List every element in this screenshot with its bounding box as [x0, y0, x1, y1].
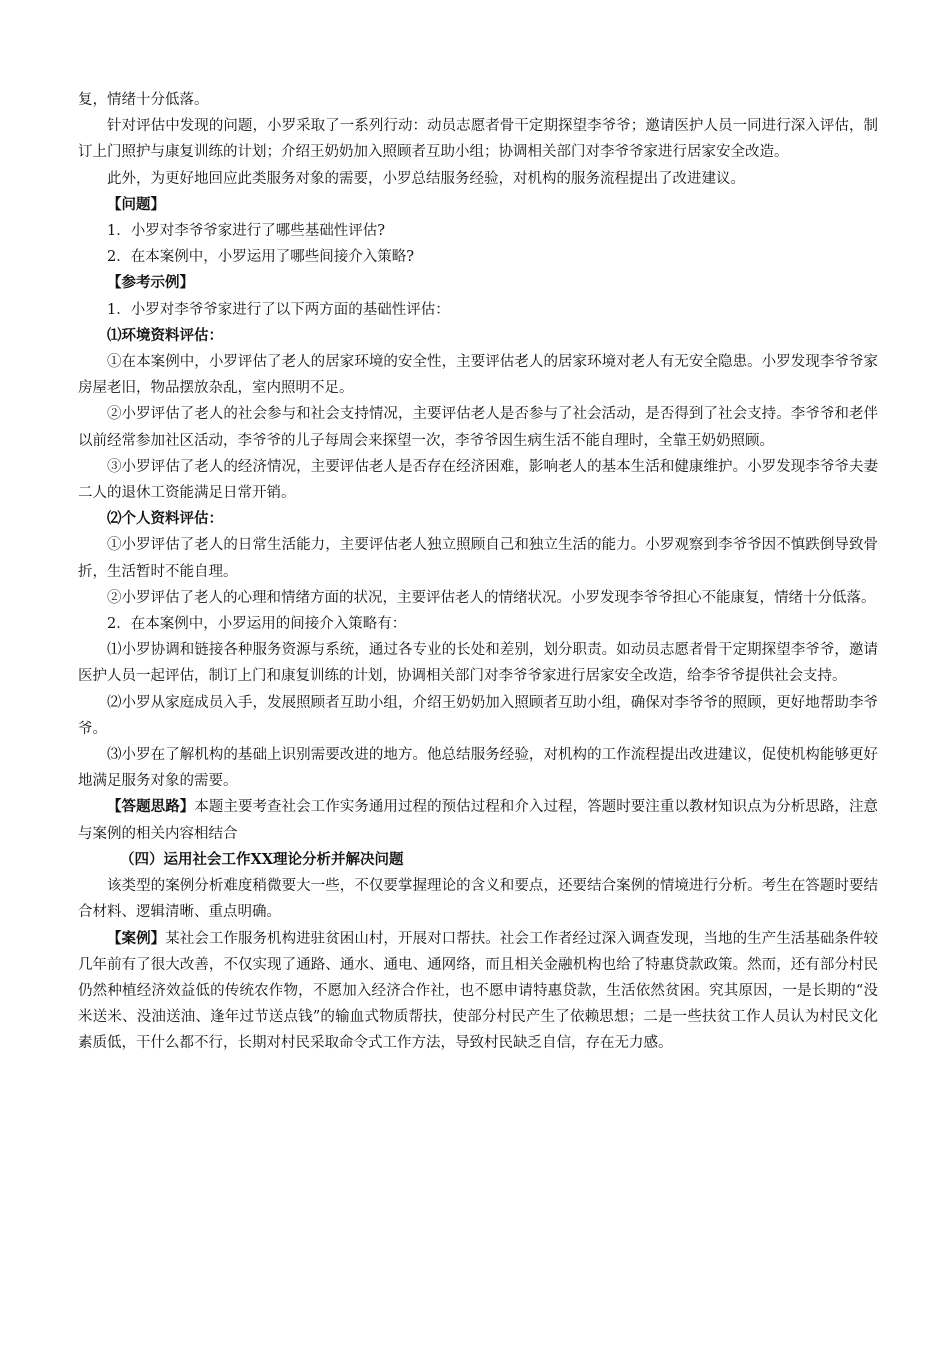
question-1: 1．小罗对李爷爷家进行了哪些基础性评估?: [107, 223, 385, 240]
answer-1-item-3: ③小罗评估了老人的经济情况，主要评估老人是否存在经济困难，影响老人的基本生活和健康维护。小罗发现李爷爷夫妻二人的退休工资能满足日常开销。: [78, 458, 878, 502]
answer-2-item-3: ⑶小罗在了解机构的基础上识别需要改进的地方。他总结服务经验，对机构的工作流程提出改进建议，促使机构能够更好地满足服务对象的需要。: [78, 747, 878, 790]
case-text: 某社会工作服务机构进驻贫困山村，开展对口帮扶。社会工作者经过深入调查发现，当地的生产生活基础条件较几年前有了很大改善，不仅实现了通路、通水、通电、通网络，而且相关金融机构也给了特惠贷款政策。然而，还有部分村民仍然种植经济效益低的传统农作物，不愿加入经济合作社，也不愿申请特惠贷款，生活依然贫困。究其原因，一是长期的“没米送米、没油送油、逢年过节送点钱”的输血式物质帮扶，使部分村民产生了依赖思想；二是一些扶贫工作人员认为村民文化素质低，干什么都不行，长期对村民采取命令式工作方法，导致村民缺乏自信，存在无力感。: [78, 930, 879, 1052]
case-paragraph: [78, 926, 878, 1057]
question-2: 2．在本案例中，小罗运用了哪些间接介入策略?: [107, 249, 414, 266]
document-body: [78, 87, 878, 1057]
answer-idea-paragraph: [78, 794, 878, 846]
paragraph-suggestion: 此外，为更好地回应此类服务对象的需要，小罗总结服务经验，对机构的服务流程提出了改进建议。: [107, 170, 745, 187]
answer-1-item-1: ①在本案例中，小罗评估了老人的居家环境的安全性，主要评估老人的居家环境对老人有无安全隐患。小罗发现李爷爷家房屋老旧，物品摆放杂乱，室内照明不足。: [78, 354, 878, 397]
answer-2-item-1: ⑴小罗协调和链接各种服务资源与系统，通过各专业的长处和差别，划分职责。如动员志愿者骨干定期探望李爷爷，邀请医护人员一起评估，制订上门和康复训练的计划，协调相关部门对李爷爷家进行居家安全改造，给李爷爷提供社会支持。: [78, 642, 878, 685]
answer-2: 2．在本案例中，小罗运用的间接介入策略有：: [107, 616, 407, 633]
case-label: 【案例】: [107, 929, 166, 947]
answer-2-item-2: ⑵小罗从家庭成员入手，发展照顾者互助小组，介绍王奶奶加入照顾者互助小组，确保对李爷爷的照顾，更好地帮助李爷爷。: [78, 694, 878, 737]
paragraph-actions: 针对评估中发现的问题，小罗采取了一系列行动：动员志愿者骨干定期探望李爷爷；邀请医护人员一同进行深入评估，制订上门照护与康复训练的计划；介绍王奶奶加入照顾者互助小组；协调相关部门对李爷爷家进行居家安全改造。: [78, 118, 878, 161]
section-4-intro: 该类型的案例分析难度稍微要大一些，不仅要掌握理论的含义和要点，还要结合案例的情境进行分析。考生在答题时要结合材料、逻辑清晰、重点明确。: [78, 878, 878, 921]
answer-idea-label: 【答题思路】: [107, 798, 195, 816]
paragraph-continuation: 复，情绪十分低落。: [78, 92, 209, 108]
answer-1-item-4: ①小罗评估了老人的日常生活能力，主要评估老人独立照顾自己和独立生活的能力。小罗观察到李爷爷因不慎跌倒导致骨折，生活暂时不能自理。: [78, 537, 878, 580]
answer-1: 1．小罗对李爷爷家进行了以下两方面的基础性评估：: [107, 301, 450, 318]
answer-1-sub-heading-personal: ⑵个人资料评估：: [107, 510, 223, 528]
answer-idea-text: 本题主要考查社会工作实务通用过程的预估过程和介入过程，答题时要注重以教材知识点为分析思路，注意与案例的相关内容相结合: [78, 799, 879, 842]
answer-heading: 【参考示例】: [107, 274, 194, 292]
section-4-heading: （四）运用社会工作XX理论分析并解决问题: [120, 850, 404, 868]
question-heading: 【问题】: [107, 195, 165, 213]
answer-1-item-5: ②小罗评估了老人的心理和情绪方面的状况，主要评估老人的情绪状况。小罗发现李爷爷担心不能康复，情绪十分低落。: [107, 589, 876, 606]
answer-1-item-2: ②小罗评估了老人的社会参与和社会支持情况，主要评估老人是否参与了社会活动，是否得到了社会支持。李爷爷和老伴以前经常参加社区活动，李爷爷的儿子每周会来探望一次，李爷爷因生病生活不能自理时，全靠王奶奶照顾。: [78, 406, 878, 449]
answer-1-sub-heading-environment: ⑴环境资料评估：: [107, 326, 223, 344]
